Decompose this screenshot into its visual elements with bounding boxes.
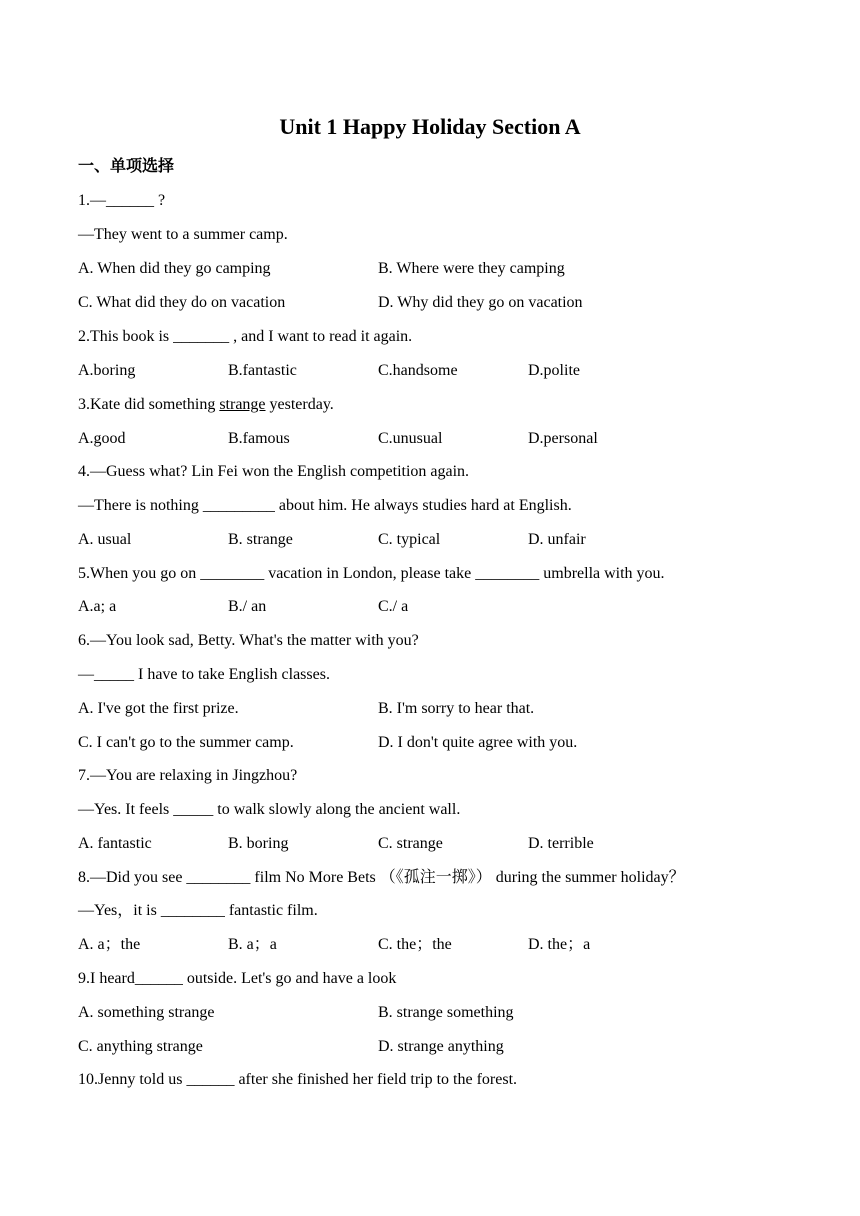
question-7-response: —Yes. It feels _____ to walk slowly along the ancient wall. <box>78 801 461 818</box>
question-3-option-c: C.unusual <box>378 430 443 447</box>
question-9-option-d: D. strange anything <box>378 1038 504 1055</box>
question-3-option-a: A.good <box>78 430 126 447</box>
question-3-underlined-word: strange <box>219 396 266 413</box>
question-6-option-a: A. I've got the first prize. <box>78 700 239 717</box>
question-3-stem-after: yesterday. <box>265 396 334 413</box>
question-8-response: —Yes，it is ________ fantastic film. <box>78 902 318 919</box>
question-9-option-c: C. anything strange <box>78 1038 203 1055</box>
question-6-option-d: D. I don't quite agree with you. <box>378 734 578 751</box>
question-7-option-c: C. strange <box>378 835 443 852</box>
question-5-stem: 5.When you go on ________ vacation in London, please take ________ umbrella with you. <box>78 565 665 582</box>
question-6-option-c: C. I can't go to the summer camp. <box>78 734 294 751</box>
question-1-stem: 1.—______ ? <box>78 192 166 209</box>
question-8-option-d: D. the；a <box>528 936 591 953</box>
question-1-option-d: D. Why did they go on vacation <box>378 294 583 311</box>
question-7-stem: 7.—You are relaxing in Jingzhou? <box>78 767 298 784</box>
question-3-stem-before: 3.Kate did something <box>78 396 220 413</box>
question-4-stem: 4.—Guess what? Lin Fei won the English competition again. <box>78 463 470 480</box>
question-2-option-a: A.boring <box>78 362 136 379</box>
question-5-option-a: A.a; a <box>78 598 117 615</box>
question-4-option-c: C. typical <box>378 531 441 548</box>
page-title: Unit 1 Happy Holiday Section A <box>279 114 581 139</box>
question-4-option-a: A. usual <box>78 531 132 548</box>
section-heading: 一、单项选择 <box>78 156 175 175</box>
question-2-stem: 2.This book is _______ , and I want to read it again. <box>78 328 413 345</box>
question-8-option-a: A. a；the <box>78 936 141 953</box>
question-7-option-b: B. boring <box>228 835 289 852</box>
question-2-option-b: B.fantastic <box>228 362 297 379</box>
question-2-option-d: D.polite <box>528 362 580 379</box>
question-1-option-b: B. Where were they camping <box>378 260 565 277</box>
question-3-option-d: D.personal <box>528 430 598 447</box>
question-8-option-c: C. the；the <box>378 936 452 953</box>
question-4-option-d: D. unfair <box>528 531 586 548</box>
question-7-option-d: D. terrible <box>528 835 594 852</box>
question-8-option-b: B. a；a <box>228 936 277 953</box>
question-8-stem: 8.—Did you see ________ film No More Bets （《孤注一掷》） during the summer holiday？ <box>78 869 685 886</box>
question-2-option-c: C.handsome <box>378 362 458 379</box>
question-9-stem: 9.I heard______ outside. Let's go and have a look <box>78 970 397 987</box>
question-6-response: —_____ I have to take English classes. <box>78 666 330 683</box>
question-3-option-b: B.famous <box>228 430 290 447</box>
question-4-option-b: B. strange <box>228 531 293 548</box>
question-10-stem: 10.Jenny told us ______ after she finished her field trip to the forest. <box>78 1071 518 1088</box>
question-1-response: —They went to a summer camp. <box>78 226 288 243</box>
question-1-option-c: C. What did they do on vacation <box>78 294 286 311</box>
question-9-option-a: A. something strange <box>78 1004 215 1021</box>
question-7-option-a: A. fantastic <box>78 835 152 852</box>
question-6-option-b: B. I'm sorry to hear that. <box>378 700 535 717</box>
question-4-response: —There is nothing _________ about him. He always studies hard at English. <box>78 497 572 514</box>
question-1-option-a: A. When did they go camping <box>78 260 271 277</box>
question-5-option-b: B./ an <box>228 598 267 615</box>
question-3-stem <box>78 394 334 416</box>
question-9-option-b: B. strange something <box>378 1004 514 1021</box>
question-6-stem: 6.—You look sad, Betty. What's the matter with you? <box>78 632 419 649</box>
question-5-option-c: C./ a <box>378 598 409 615</box>
